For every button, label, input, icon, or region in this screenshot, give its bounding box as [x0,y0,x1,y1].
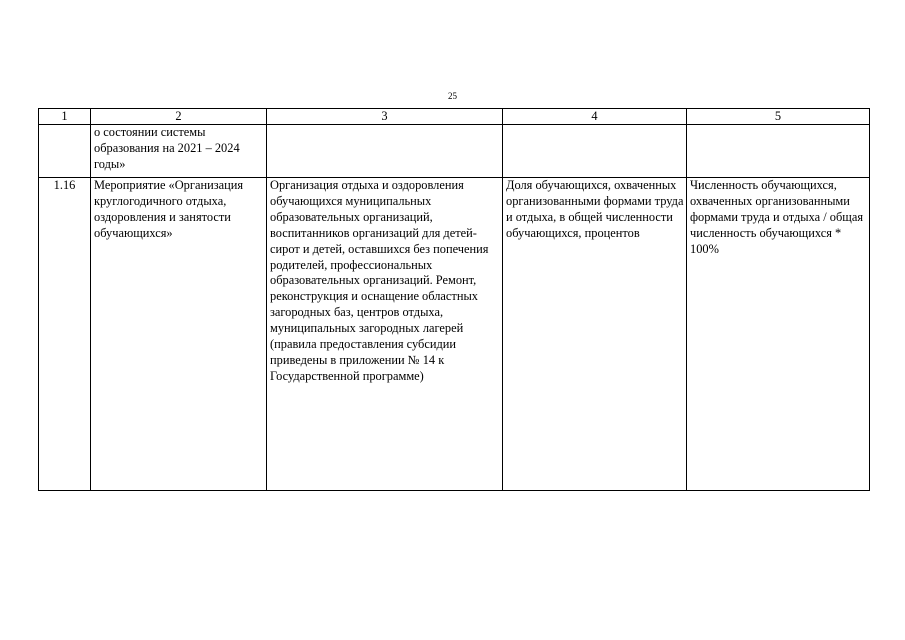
event-description-cell: Организация отдыха и оздоровления обучающихся муниципальных образовательных организаций, воспитанников организаций для детей-сирот и детей, оставшихся без попечения родителей, профессиональных образовательных организаций. Ремонт, реконструкция и оснащение областных загородных баз, центров отдыха, муниципальных загородных лагерей (правила предоставления субсидии приведены в приложении № 14 к Государственной программе) [267,178,503,491]
indicator-cell [503,125,687,178]
header-col-2: 2 [91,109,267,125]
event-name-cell: о состоянии системы образования на 2021 – 2024 годы» [91,125,267,178]
table-header-row [39,109,870,125]
event-name-cell: Мероприятие «Организация круглогодичного отдыха, оздоровления и занятости обучающихся» [91,178,267,491]
calculation-method-cell [687,125,870,178]
header-col-4: 4 [503,109,687,125]
table-row [39,125,870,178]
row-number-cell [39,125,91,178]
calculation-method-cell: Численность обучающихся, охваченных организованными формами труда и отдыха / общая численность обучающихся * 100% [687,178,870,491]
indicator-cell: Доля обучающихся, охваченных организованными формами труда и отдыха, в общей численности обучающихся, процентов [503,178,687,491]
header-col-1: 1 [39,109,91,125]
program-table [38,108,870,491]
page-number: 25 [448,91,457,101]
event-description-cell [267,125,503,178]
header-col-3: 3 [267,109,503,125]
header-col-5: 5 [687,109,870,125]
table-row [39,178,870,491]
row-number-cell: 1.16 [39,178,91,491]
